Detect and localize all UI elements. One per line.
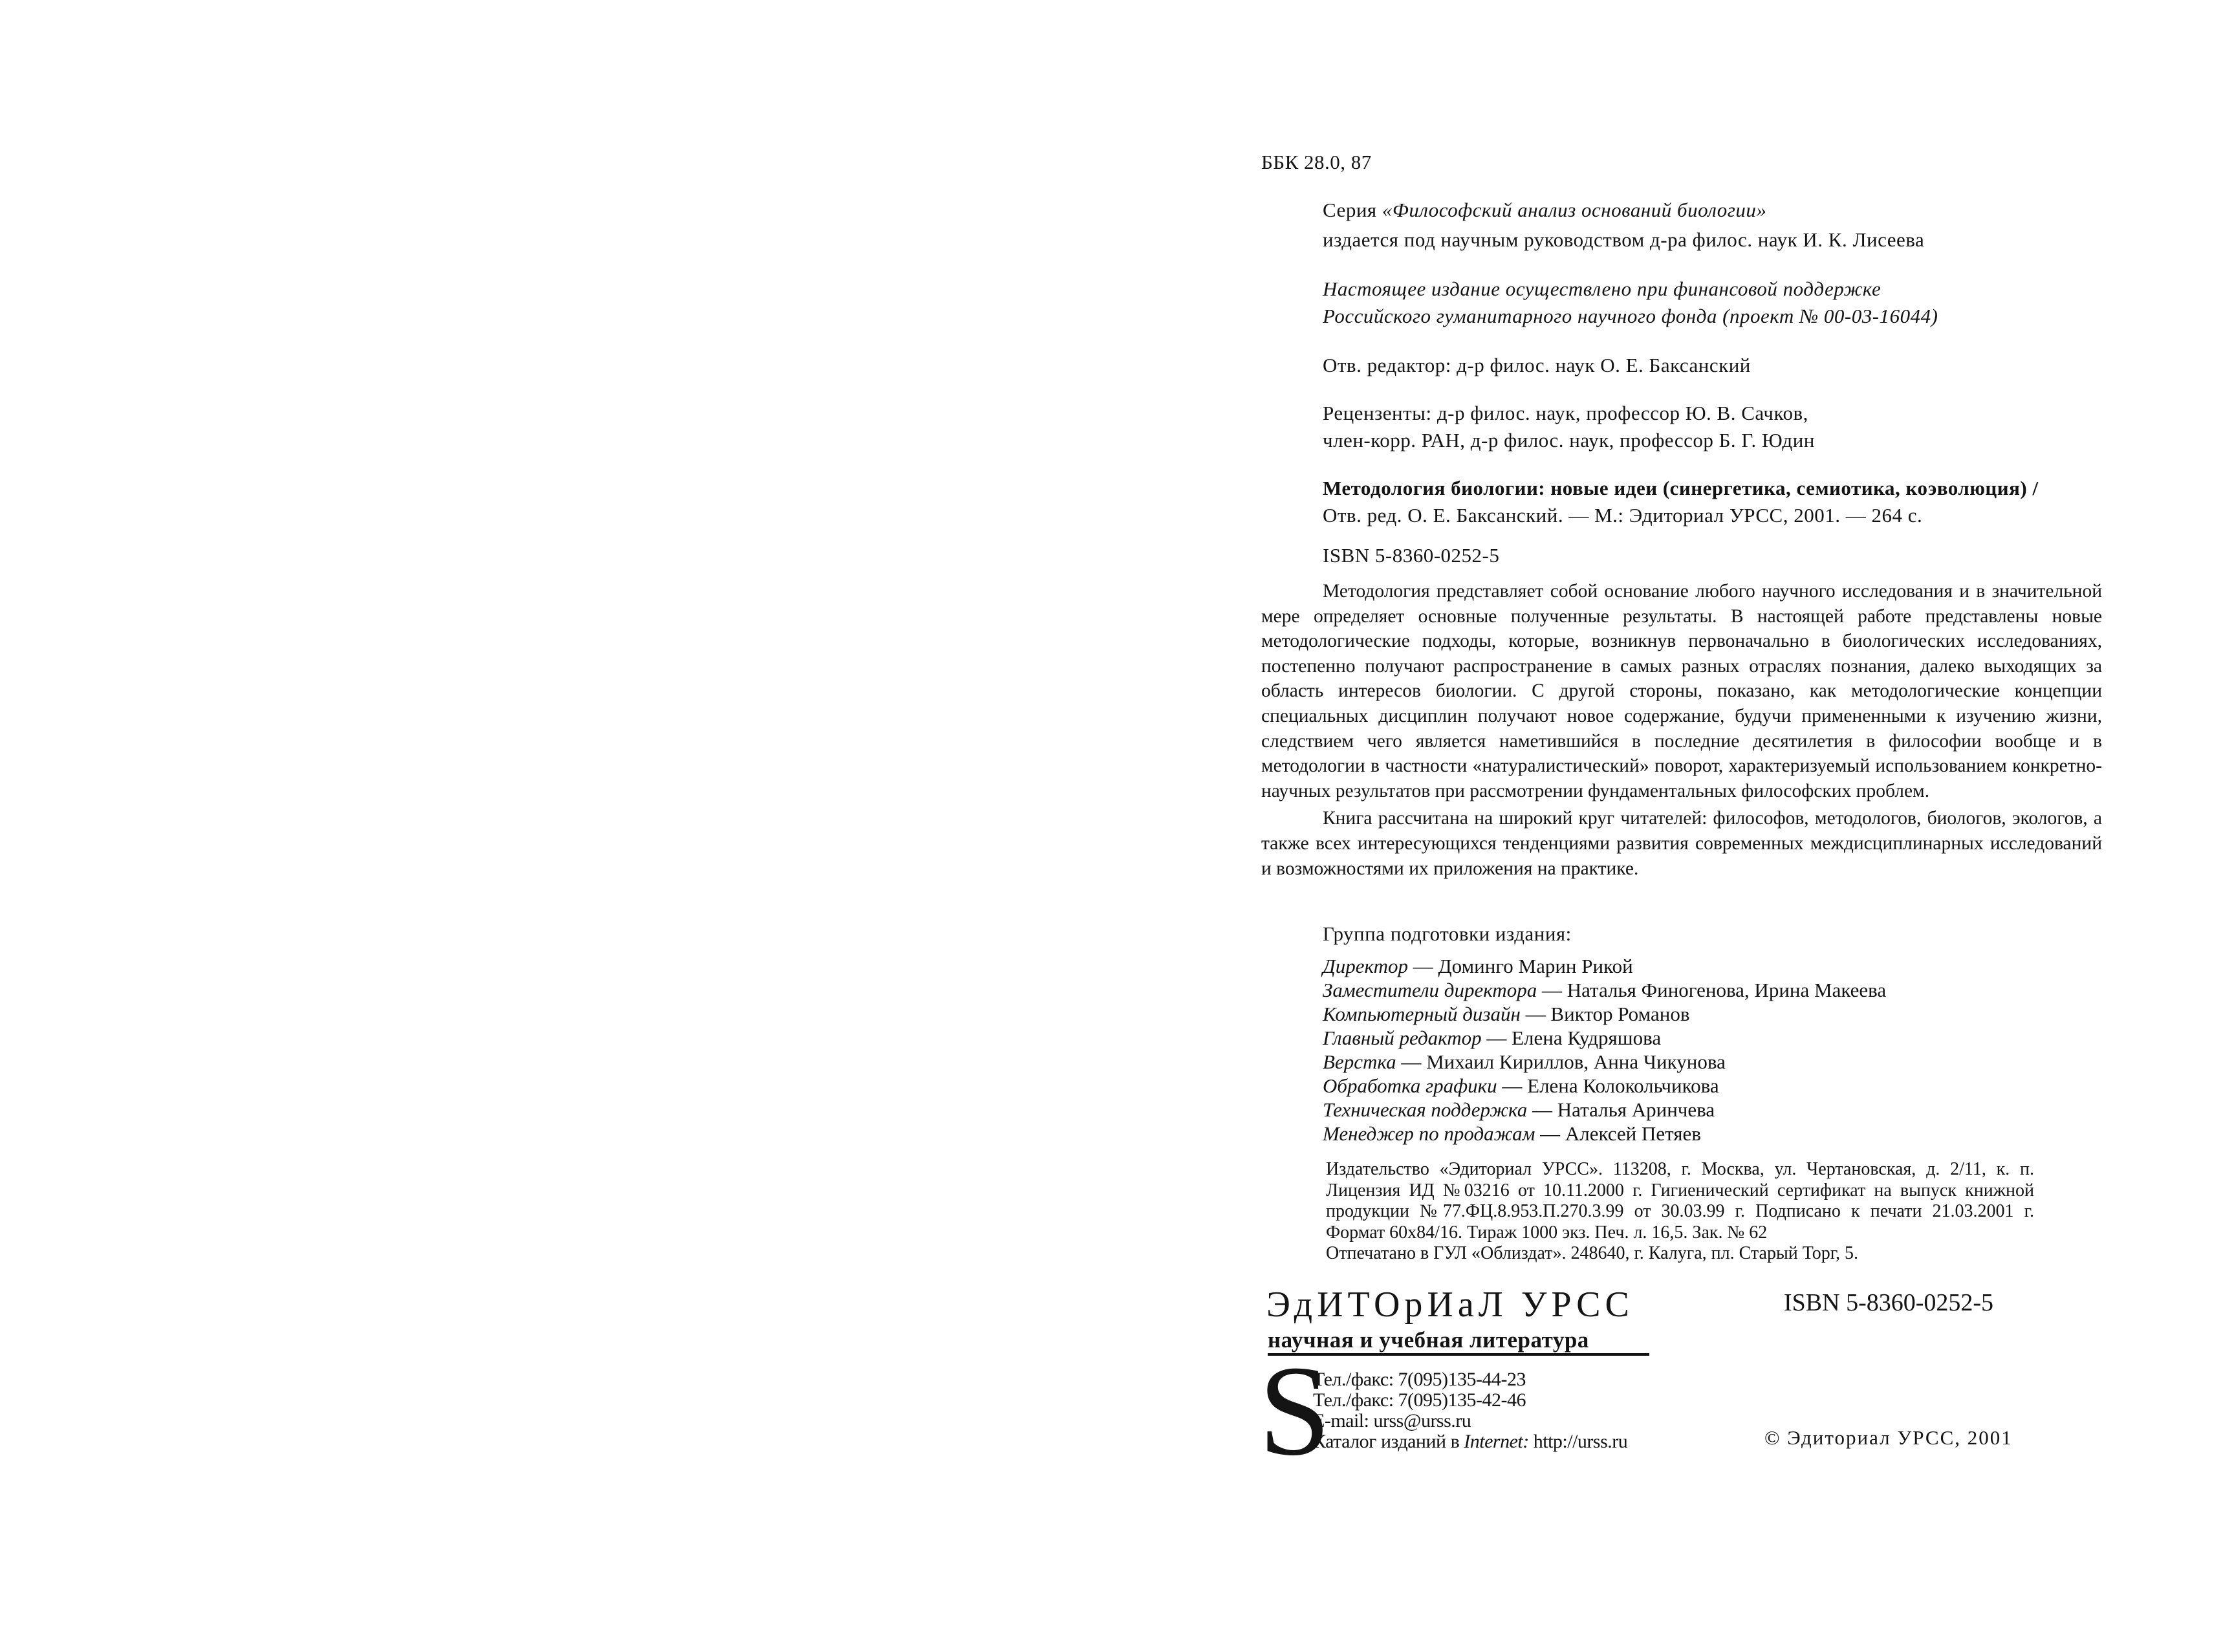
staff-role: Главный редактор bbox=[1323, 1027, 1482, 1049]
catalog-url: http://urss.ru bbox=[1528, 1431, 1628, 1452]
staff-row bbox=[1323, 954, 1886, 978]
copyright-notice: © Эдиториал УРСС, 2001 bbox=[1764, 1426, 2013, 1449]
series-line-1 bbox=[1323, 198, 1766, 223]
series-title: «Философский анализ оснований биологии» bbox=[1382, 199, 1767, 221]
isbn-footer: ISBN 5-8360-0252-5 bbox=[1784, 1289, 1994, 1316]
reviewers-line-2: член-корр. РАН, д-р филос. наук, профессор Б. Г. Юдин bbox=[1323, 429, 1815, 451]
staff-row bbox=[1323, 1122, 1886, 1146]
bbk-code: ББК 28.0, 87 bbox=[1261, 151, 1372, 173]
staff-list bbox=[1323, 954, 1886, 1146]
staff-role: Обработка графики bbox=[1323, 1074, 1497, 1097]
staff-names: — Виктор Романов bbox=[1520, 1003, 1690, 1025]
staff-role: Заместители директора bbox=[1323, 979, 1537, 1001]
printing-imprint bbox=[1326, 1159, 2034, 1265]
publisher-logo-letter: S bbox=[1259, 1340, 1331, 1483]
series-prefix: Серия bbox=[1323, 199, 1382, 221]
imprint-line: Отпечатано в ГУЛ «Облиздат». 248640, г. Калуга, пл. Старый Торг, 5. bbox=[1326, 1243, 1859, 1263]
imprint-line: Формат 60х84/16. Тираж 1000 экз. Печ. л. 16,5. Зак. № 62 bbox=[1326, 1222, 1768, 1243]
imprint-line: продукции №77.ФЦ.8.953.П.270.3.99 от 30.03.99 г. Подписано к печати 21.03.2001 г. bbox=[1326, 1201, 2034, 1221]
staff-names: — Наталья Финогенова, Ирина Макеева bbox=[1537, 979, 1887, 1001]
book-bibliographic-line: Отв. ред. О. Е. Баксанский. — М.: Эдиториал УРСС, 2001. — 264 с. bbox=[1323, 504, 1923, 527]
contact-phone-2: Тел./факс: 7(095)135-42-46 bbox=[1313, 1389, 1526, 1411]
funding-line-1: Настоящее издание осуществлено при финансовой поддержке bbox=[1323, 277, 1882, 300]
imprint-line: Лицензия ИД №03216 от 10.11.2000 г. Гигиенический сертификат на выпуск книжной bbox=[1326, 1180, 2034, 1201]
staff-names: — Доминго Марин Рикой bbox=[1407, 955, 1633, 977]
annotation-paragraph-2: Книга рассчитана на широкий круг читателей: философов, методологов, биологов, экологов, а также всех интересующихся тенденциями развития современных междисциплинарных исследований и возможностями их приложения на практике. bbox=[1261, 808, 2102, 879]
annotation-paragraph-1: Методология представляет собой основание любого научного исследования и в значительной мере определяет основные полученные результаты. В настоящей работе представлены новые методологические подходы, которые, возникнув первоначально в биологических исследованиях, постепенно получают распространение в самых разных отраслях познания, далеко выходящих за область интересов биологии. С другой стороны, показано, как методологические концепции специальных дисциплин получают новое содержание, будучи примененными к изучению жизни, следствием чего является наметившийся в последние десятилетия в философии вообще и в методологии в частности «натуралистический» поворот, характеризуемый использованием конкретно-научных результатов при рассмотрении фундаментальных философских проблем. bbox=[1261, 581, 2102, 801]
publisher-logo-subtitle: научная и учебная литература bbox=[1268, 1327, 1589, 1353]
catalog-prefix: Каталог изданий в bbox=[1313, 1431, 1464, 1452]
catalog-internet: Internet: bbox=[1464, 1431, 1529, 1452]
staff-row bbox=[1323, 1074, 1886, 1098]
editor-line: Отв. редактор: д-р филос. наук О. Е. Баксанский bbox=[1323, 354, 1751, 376]
staff-heading: Группа подготовки издания: bbox=[1323, 922, 1572, 945]
staff-role: Компьютерный дизайн bbox=[1323, 1003, 1521, 1025]
staff-row bbox=[1323, 1026, 1886, 1050]
staff-row bbox=[1323, 978, 1886, 1002]
staff-names: — Михаил Кириллов, Анна Чикунова bbox=[1396, 1050, 1726, 1073]
staff-row bbox=[1323, 1050, 1886, 1074]
staff-role: Менеджер по продажам bbox=[1323, 1122, 1535, 1145]
staff-row bbox=[1323, 1002, 1886, 1026]
series-line-2: издается под научным руководством д-ра филос. наук И. К. Лисеева bbox=[1323, 228, 1925, 251]
publisher-logo-title: ЭдИТОрИаЛ УРСС bbox=[1266, 1285, 1634, 1325]
imprint-page bbox=[1261, 0, 2102, 1652]
publisher-contacts bbox=[1313, 1369, 1627, 1452]
staff-names: — Елена Колокольчикова bbox=[1497, 1074, 1719, 1097]
book-isbn: ISBN 5-8360-0252-5 bbox=[1323, 544, 1500, 567]
imprint-line: Издательство «Эдиториал УРСС». 113208, г. Москва, ул. Чертановская, д. 2/11, к. п. bbox=[1326, 1159, 2034, 1179]
staff-names: — Елена Кудряшова bbox=[1481, 1027, 1662, 1049]
staff-role: Директор bbox=[1323, 955, 1408, 977]
book-title: Методология биологии: новые идеи (синергетика, семиотика, коэволюция) / bbox=[1323, 477, 2039, 499]
annotation bbox=[1261, 579, 2102, 881]
staff-names: — Наталья Аринчева bbox=[1527, 1098, 1715, 1121]
reviewers-line-1: Рецензенты: д-р филос. наук, профессор Ю. В. Сачков, bbox=[1323, 402, 1808, 424]
contact-phone-1: Тел./факс: 7(095)135-44-23 bbox=[1313, 1369, 1526, 1390]
staff-role: Техническая поддержка bbox=[1323, 1098, 1528, 1121]
staff-row bbox=[1323, 1098, 1886, 1122]
contact-catalog bbox=[1313, 1431, 1627, 1452]
staff-names: — Алексей Петяев bbox=[1535, 1122, 1701, 1145]
funding-line-2: Российского гуманитарного научного фонда (проект № 00-03-16044) bbox=[1323, 305, 1938, 327]
contact-email: E-mail: urss@urss.ru bbox=[1313, 1410, 1471, 1431]
staff-role: Верстка bbox=[1323, 1050, 1396, 1073]
